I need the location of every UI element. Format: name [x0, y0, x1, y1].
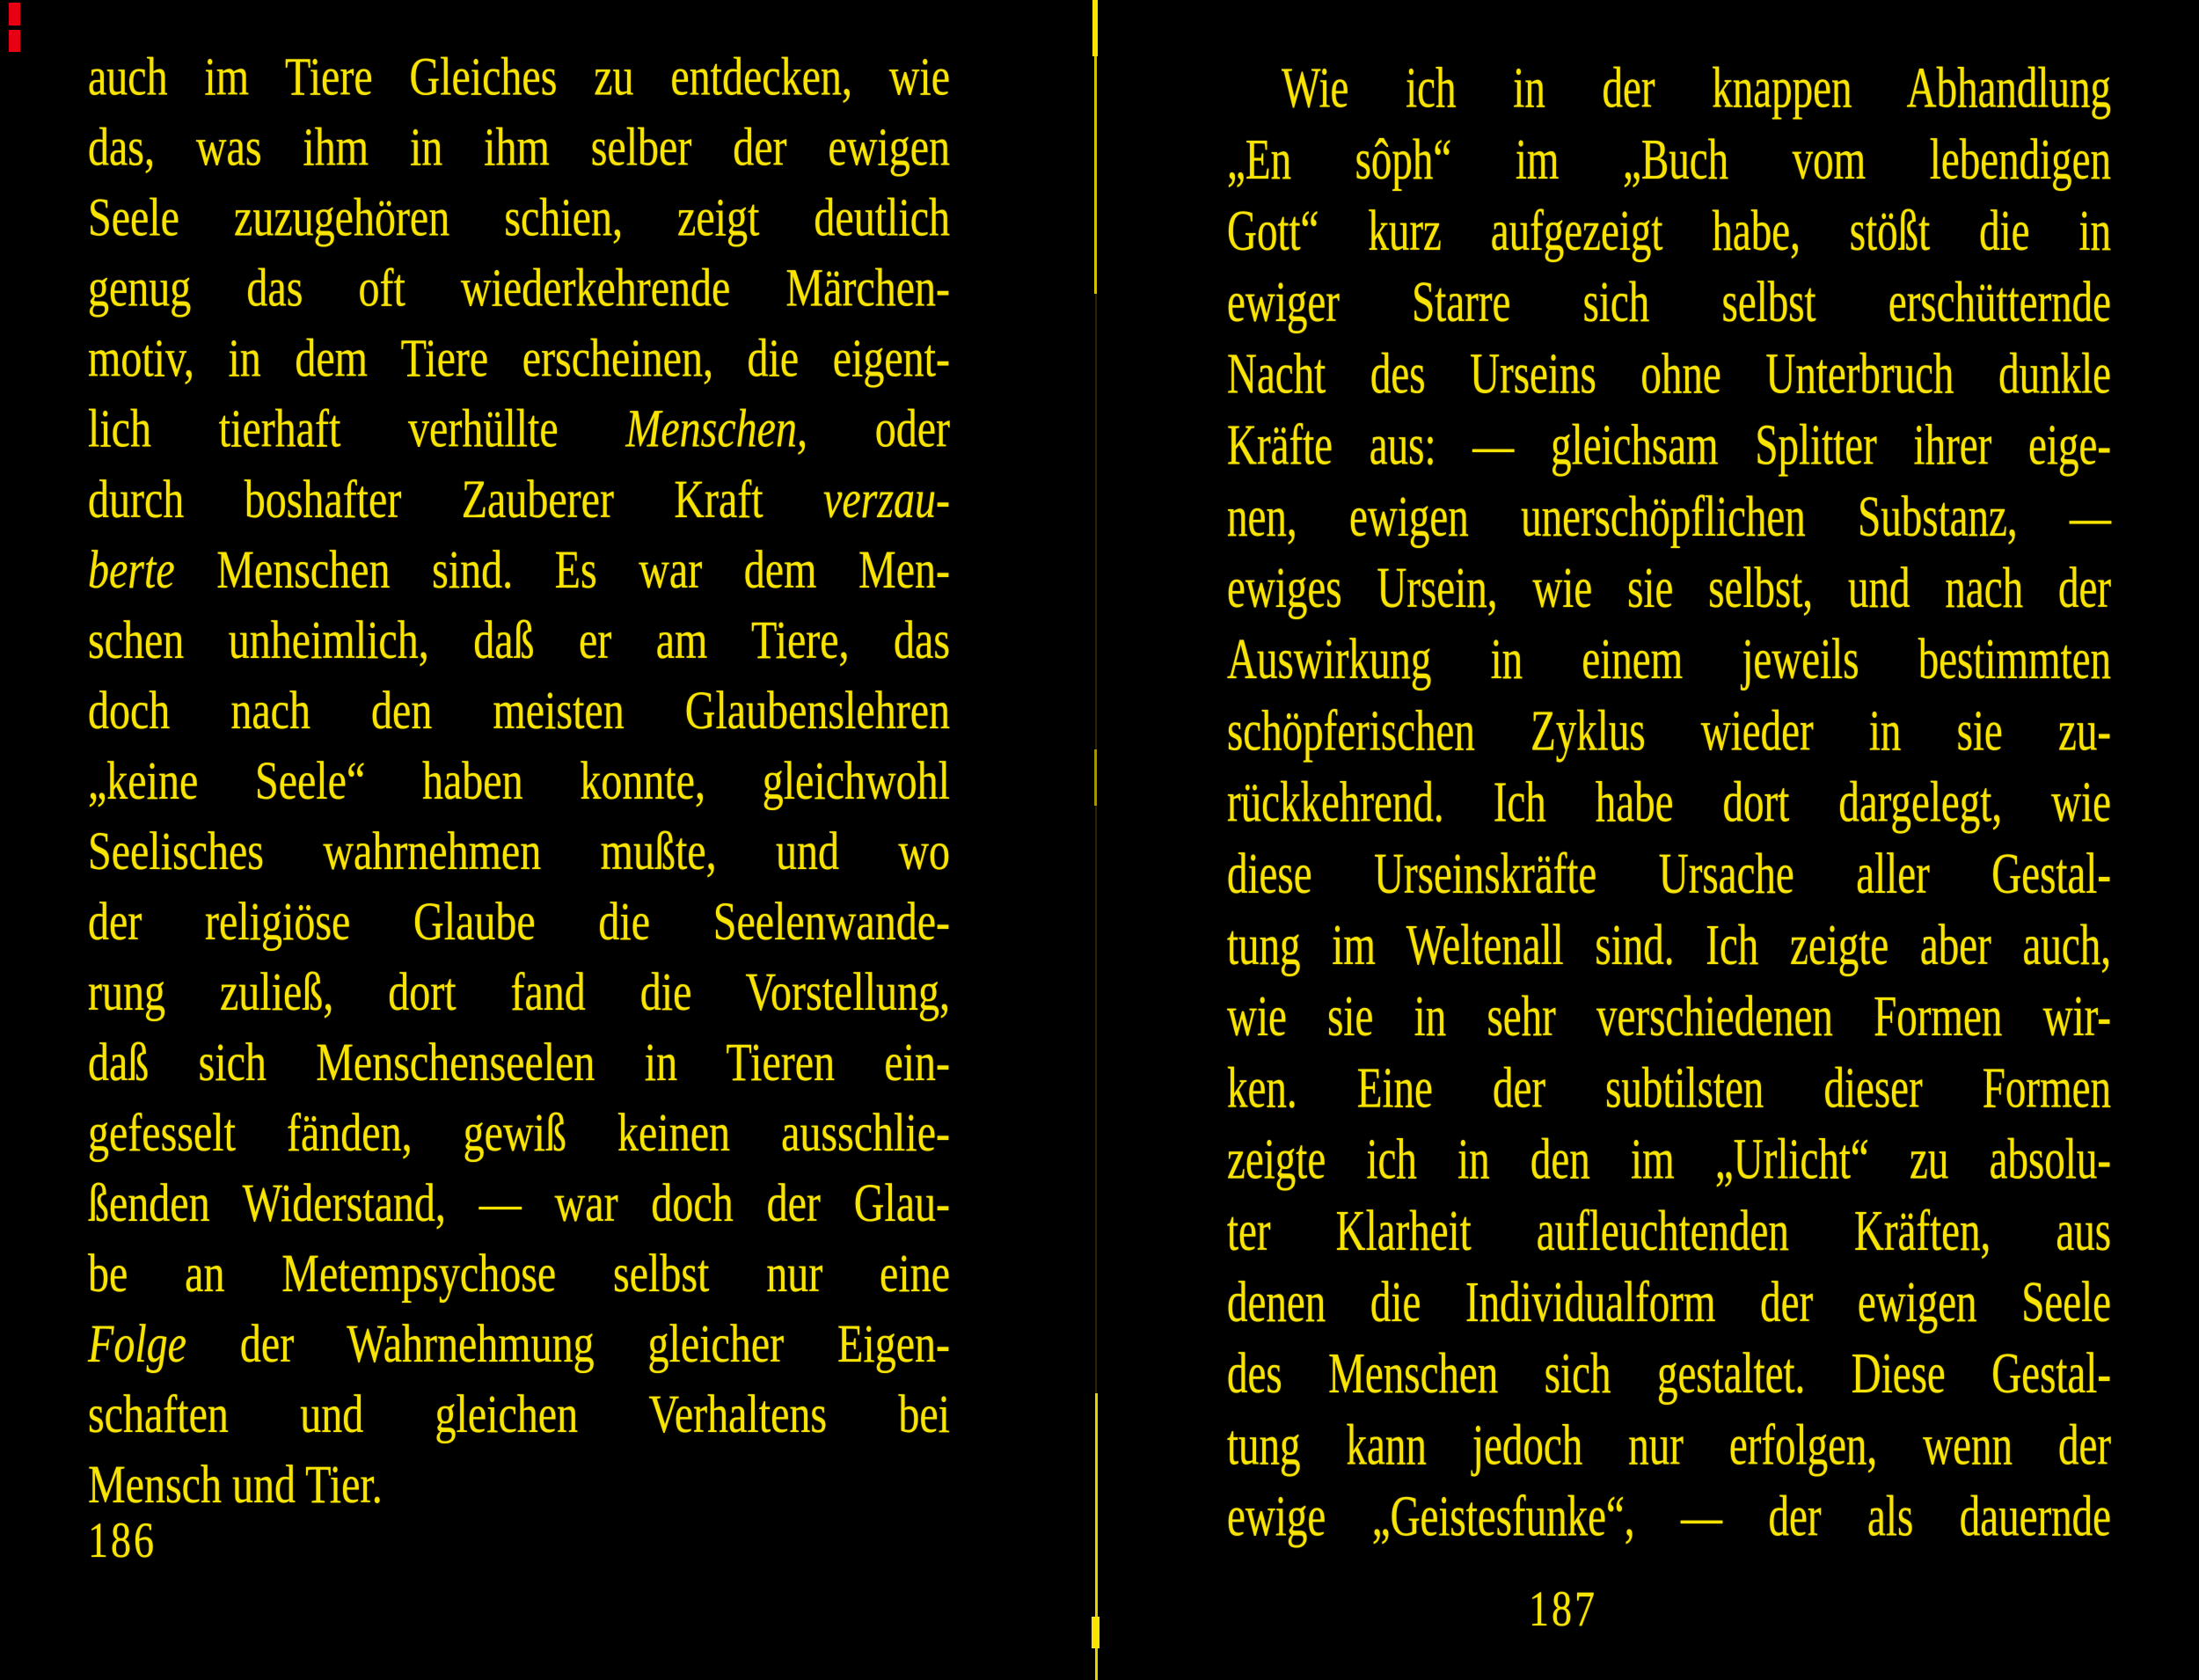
divider-top-cap — [1092, 0, 1098, 56]
left-page-text — [88, 42, 950, 1520]
right-page-text — [1227, 53, 2111, 1552]
text-line: be an Metempsychose selbst nur eine — [88, 1244, 950, 1304]
text-line: zeigte ich in den im „Urlicht“ zu absolu- — [1227, 1128, 2111, 1192]
text-line: denen die Individualform der ewigen Seele — [1227, 1270, 2111, 1335]
scan-edge-mark-bottom — [9, 30, 20, 52]
text-line: daß sich Menschenseelen in Tieren ein- — [88, 1033, 950, 1092]
text-line: Gott“ kurz aufgezeigt habe, stößt die in — [1227, 199, 2111, 264]
text-line: Auswirkung in einem jeweils bestimmten — [1227, 627, 2111, 692]
text-line: tung im Weltenall sind. Ich zeigte aber auch, — [1227, 913, 2111, 978]
text-line: Seele zuzugehören schien, zeigt deutlich — [88, 188, 950, 248]
text-line: schöpferischen Zyklus wieder in sie zu- — [1227, 699, 2111, 763]
text-line: gefesselt fänden, gewiß keinen ausschlie- — [88, 1103, 950, 1163]
text-line: das, was ihm in ihm selber der ewigen — [88, 118, 950, 178]
text-line: tung kann jedoch nur erfolgen, wenn der — [1227, 1413, 2111, 1478]
text-line: Seelisches wahrnehmen mußte, und wo — [88, 822, 950, 881]
text-line: diese Urseinskräfte Ursache aller Gestal- — [1227, 842, 2111, 907]
text-line: „keine Seele“ haben konnte, gleichwohl — [88, 751, 950, 811]
text-line: Kräfte aus: — gleichsam Splitter ihrer eige- — [1227, 413, 2111, 478]
text-line: genug das oft wiederkehrende Märchen- — [88, 259, 950, 318]
text-line: Nacht des Urseins ohne Unterbruch dunkle — [1227, 342, 2111, 406]
text-line: „En sôph“ im „Buch vom lebendigen — [1227, 128, 2111, 193]
text-line: schaften und gleichen Verhaltens bei — [88, 1384, 950, 1444]
text-line: schen unheimlich, daß er am Tiere, das — [88, 610, 950, 670]
divider-top-segment — [1094, 56, 1097, 294]
scan-edge-mark-top — [9, 3, 20, 26]
text-line: lich tierhaft verhüllte Menschen, oder — [88, 399, 950, 459]
text-line: wie sie in sehr verschiedenen Formen wir- — [1227, 984, 2111, 1049]
text-line: des Menschen sich gestaltet. Diese Gestal- — [1227, 1341, 2111, 1406]
text-line: nen, ewigen unerschöpflichen Substanz, — — [1227, 485, 2111, 550]
divider-middle-dash — [1094, 749, 1097, 806]
text-line: ewiger Starre sich selbst erschütternde — [1227, 270, 2111, 335]
divider-faint-segment — [1095, 294, 1097, 1393]
left-page-number: 186 — [88, 1511, 157, 1568]
text-line: ßenden Widerstand, — war doch der Glau- — [88, 1173, 950, 1233]
text-line: auch im Tiere Gleiches zu entdecken, wie — [88, 47, 950, 107]
text-line: rung zuließ, dort fand die Vorstellung, — [88, 962, 950, 1022]
text-line: rückkehrend. Ich habe dort dargelegt, wie — [1227, 771, 2111, 835]
text-line: ewige „Geistesfunke“, — der als dauernde — [1227, 1485, 2111, 1549]
text-line: doch nach den meisten Glaubenslehren — [88, 681, 950, 741]
text-line: Mensch und Tier. — [88, 1455, 383, 1515]
text-line: ken. Eine der subtilsten dieser Formen — [1227, 1056, 2111, 1121]
text-line: ewiges Ursein, wie sie selbst, und nach der — [1227, 556, 2111, 621]
text-line: Wie ich in der knappen Abhandlung — [1282, 56, 2111, 121]
right-page-number: 187 — [1529, 1580, 1597, 1637]
text-line: ter Klarheit aufleuchtenden Kräften, aus — [1227, 1199, 2111, 1264]
text-line: berte Menschen sind. Es war dem Men- — [88, 540, 950, 600]
text-line: Folge der Wahrnehmung gleicher Eigen- — [88, 1314, 950, 1374]
text-line: der religiöse Glaube die Seelenwande- — [88, 892, 950, 952]
divider-bottom-blob — [1092, 1617, 1100, 1648]
text-line: motiv, in dem Tiere erscheinen, die eigent- — [88, 329, 950, 389]
text-line: durch boshafter Zauberer Kraft verzau- — [88, 470, 950, 530]
